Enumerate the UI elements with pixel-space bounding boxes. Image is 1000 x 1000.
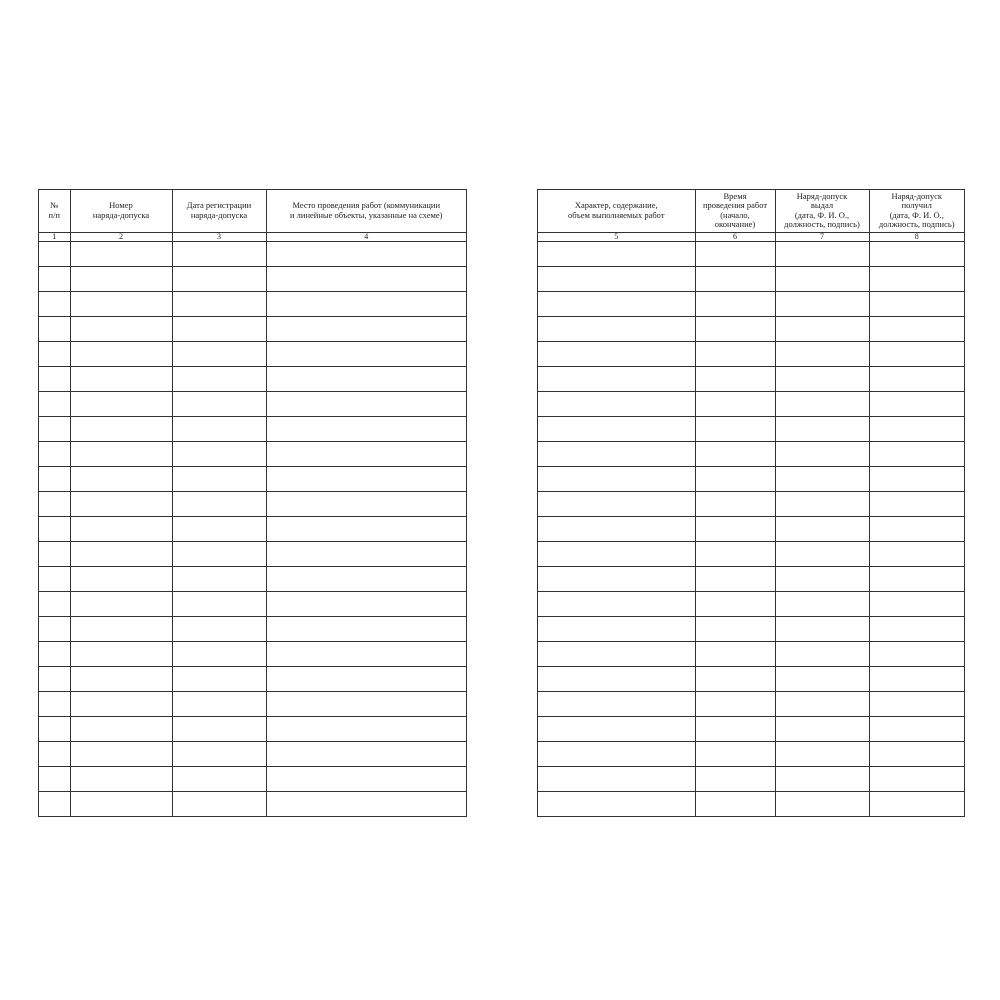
left-page bbox=[38, 189, 467, 817]
table-cell bbox=[538, 791, 695, 816]
table-row bbox=[39, 666, 466, 691]
table-cell bbox=[172, 291, 266, 316]
table-cell bbox=[695, 716, 775, 741]
table-cell bbox=[39, 566, 70, 591]
table-cell bbox=[266, 416, 466, 441]
table-cell bbox=[538, 241, 695, 266]
table-cell bbox=[172, 641, 266, 666]
table-cell bbox=[869, 391, 964, 416]
table-cell bbox=[266, 266, 466, 291]
table-cell bbox=[775, 341, 869, 366]
column-header-permit-number: Номер наряда-допуска bbox=[70, 190, 172, 232]
table-cell bbox=[695, 791, 775, 816]
table-cell bbox=[266, 566, 466, 591]
table-cell bbox=[695, 241, 775, 266]
table-cell bbox=[775, 391, 869, 416]
table-row bbox=[538, 641, 964, 666]
table-row bbox=[39, 516, 466, 541]
table-cell bbox=[538, 366, 695, 391]
table-cell bbox=[39, 491, 70, 516]
table-cell bbox=[70, 691, 172, 716]
right-page bbox=[537, 189, 965, 817]
table-cell bbox=[869, 291, 964, 316]
table-row bbox=[538, 291, 964, 316]
table-cell bbox=[775, 441, 869, 466]
table-row bbox=[39, 541, 466, 566]
table-cell bbox=[775, 741, 869, 766]
column-numbers-row bbox=[39, 232, 466, 241]
table-cell bbox=[172, 316, 266, 341]
table-cell bbox=[70, 316, 172, 341]
table-cell bbox=[172, 616, 266, 641]
table-cell bbox=[775, 241, 869, 266]
table-row bbox=[538, 741, 964, 766]
table-cell bbox=[39, 691, 70, 716]
column-number: 6 bbox=[695, 232, 775, 241]
table-cell bbox=[172, 566, 266, 591]
column-number: 4 bbox=[266, 232, 466, 241]
table-cell bbox=[266, 666, 466, 691]
table-cell bbox=[266, 641, 466, 666]
table-cell bbox=[775, 291, 869, 316]
table-cell bbox=[538, 741, 695, 766]
table-cell bbox=[775, 416, 869, 441]
table-cell bbox=[775, 516, 869, 541]
table-row bbox=[39, 741, 466, 766]
table-row bbox=[538, 241, 964, 266]
table-cell bbox=[695, 366, 775, 391]
table-cell bbox=[695, 491, 775, 516]
table-cell bbox=[70, 666, 172, 691]
table-cell bbox=[70, 341, 172, 366]
table-cell bbox=[869, 491, 964, 516]
table-cell bbox=[39, 316, 70, 341]
table-cell bbox=[266, 766, 466, 791]
table-row bbox=[538, 791, 964, 816]
table-cell bbox=[695, 516, 775, 541]
table-cell bbox=[266, 791, 466, 816]
table-cell bbox=[39, 666, 70, 691]
table-cell bbox=[70, 516, 172, 541]
table-cell bbox=[695, 741, 775, 766]
table-cell bbox=[538, 691, 695, 716]
table-cell bbox=[172, 591, 266, 616]
table-cell bbox=[695, 616, 775, 641]
table-row bbox=[538, 341, 964, 366]
table-row bbox=[39, 341, 466, 366]
table-row bbox=[538, 716, 964, 741]
table-cell bbox=[538, 541, 695, 566]
table-cell bbox=[695, 591, 775, 616]
table-cell bbox=[775, 641, 869, 666]
table-cell bbox=[775, 541, 869, 566]
table-cell bbox=[538, 391, 695, 416]
table-cell bbox=[39, 516, 70, 541]
table-cell bbox=[775, 791, 869, 816]
table-cell bbox=[538, 466, 695, 491]
table-cell bbox=[775, 666, 869, 691]
table-cell bbox=[775, 766, 869, 791]
table-cell bbox=[70, 766, 172, 791]
table-cell bbox=[70, 541, 172, 566]
table-cell bbox=[172, 691, 266, 716]
table-cell bbox=[695, 566, 775, 591]
column-header-number: № п/п bbox=[39, 190, 70, 232]
table-cell bbox=[266, 691, 466, 716]
table-cell bbox=[695, 341, 775, 366]
table-row bbox=[538, 366, 964, 391]
column-number: 8 bbox=[869, 232, 964, 241]
table-cell bbox=[266, 341, 466, 366]
table-row bbox=[39, 641, 466, 666]
table-cell bbox=[266, 241, 466, 266]
table-cell bbox=[172, 466, 266, 491]
table-cell bbox=[538, 416, 695, 441]
table-cell bbox=[869, 266, 964, 291]
table-row bbox=[39, 591, 466, 616]
table-row bbox=[39, 691, 466, 716]
table-cell bbox=[70, 491, 172, 516]
table-row bbox=[538, 541, 964, 566]
table-cell bbox=[869, 616, 964, 641]
table-cell bbox=[70, 566, 172, 591]
table-cell bbox=[869, 541, 964, 566]
table-row bbox=[538, 391, 964, 416]
table-cell bbox=[39, 366, 70, 391]
table-cell bbox=[39, 441, 70, 466]
table-row bbox=[538, 691, 964, 716]
table-cell bbox=[695, 466, 775, 491]
table-cell bbox=[538, 291, 695, 316]
table-cell bbox=[538, 341, 695, 366]
table-row bbox=[538, 441, 964, 466]
table-row bbox=[39, 291, 466, 316]
table-cell bbox=[538, 641, 695, 666]
table-cell bbox=[775, 466, 869, 491]
table-cell bbox=[775, 316, 869, 341]
right-register-table bbox=[538, 190, 964, 816]
table-cell bbox=[172, 441, 266, 466]
table-cell bbox=[695, 766, 775, 791]
table-cell bbox=[172, 266, 266, 291]
table-cell bbox=[538, 441, 695, 466]
table-cell bbox=[39, 291, 70, 316]
table-cell bbox=[695, 416, 775, 441]
table-cell bbox=[869, 241, 964, 266]
table-cell bbox=[266, 466, 466, 491]
table-cell bbox=[39, 541, 70, 566]
table-cell bbox=[538, 716, 695, 741]
table-cell bbox=[538, 516, 695, 541]
table-cell bbox=[266, 441, 466, 466]
table-row bbox=[538, 316, 964, 341]
table-row bbox=[39, 266, 466, 291]
table-cell bbox=[695, 641, 775, 666]
table-row bbox=[538, 266, 964, 291]
table-cell bbox=[695, 541, 775, 566]
table-cell bbox=[775, 616, 869, 641]
left-table-body bbox=[39, 241, 466, 816]
table-row bbox=[39, 366, 466, 391]
right-table-body bbox=[538, 241, 964, 816]
table-row bbox=[39, 241, 466, 266]
table-cell bbox=[172, 341, 266, 366]
table-cell bbox=[70, 416, 172, 441]
table-cell bbox=[266, 366, 466, 391]
table-cell bbox=[869, 691, 964, 716]
table-cell bbox=[172, 416, 266, 441]
table-cell bbox=[538, 616, 695, 641]
table-cell bbox=[695, 441, 775, 466]
table-cell bbox=[869, 791, 964, 816]
table-cell bbox=[39, 241, 70, 266]
table-cell bbox=[266, 491, 466, 516]
table-cell bbox=[869, 741, 964, 766]
table-cell bbox=[775, 491, 869, 516]
left-register-table bbox=[39, 190, 466, 816]
table-row bbox=[39, 566, 466, 591]
table-row bbox=[39, 716, 466, 741]
table-cell bbox=[538, 316, 695, 341]
table-cell bbox=[538, 666, 695, 691]
table-row bbox=[538, 491, 964, 516]
table-cell bbox=[869, 341, 964, 366]
table-cell bbox=[39, 341, 70, 366]
table-cell bbox=[172, 241, 266, 266]
table-cell bbox=[266, 741, 466, 766]
table-cell bbox=[172, 391, 266, 416]
table-cell bbox=[172, 716, 266, 741]
table-cell bbox=[695, 291, 775, 316]
table-row bbox=[39, 791, 466, 816]
table-row bbox=[39, 766, 466, 791]
column-number: 5 bbox=[538, 232, 695, 241]
table-row bbox=[538, 616, 964, 641]
table-cell bbox=[70, 366, 172, 391]
table-cell bbox=[172, 741, 266, 766]
table-cell bbox=[70, 716, 172, 741]
table-cell bbox=[775, 716, 869, 741]
table-cell bbox=[869, 716, 964, 741]
table-cell bbox=[172, 791, 266, 816]
table-cell bbox=[70, 266, 172, 291]
table-cell bbox=[172, 541, 266, 566]
table-cell bbox=[869, 316, 964, 341]
column-header-work-location: Место проведения работ (коммуникации и линейные объекты, указанные на схеме) bbox=[266, 190, 466, 232]
column-header-work-time: Время проведения работ (начало, окончание) bbox=[695, 190, 775, 232]
table-cell bbox=[39, 266, 70, 291]
table-cell bbox=[538, 491, 695, 516]
table-cell bbox=[695, 391, 775, 416]
table-cell bbox=[266, 291, 466, 316]
table-cell bbox=[538, 591, 695, 616]
table-cell bbox=[869, 591, 964, 616]
table-cell bbox=[39, 391, 70, 416]
table-row bbox=[538, 466, 964, 491]
table-cell bbox=[869, 766, 964, 791]
table-row bbox=[39, 391, 466, 416]
table-cell bbox=[70, 241, 172, 266]
table-cell bbox=[70, 291, 172, 316]
table-cell bbox=[695, 666, 775, 691]
table-cell bbox=[266, 391, 466, 416]
table-cell bbox=[70, 616, 172, 641]
table-cell bbox=[39, 416, 70, 441]
table-cell bbox=[538, 266, 695, 291]
table-cell bbox=[869, 641, 964, 666]
table-cell bbox=[172, 491, 266, 516]
table-cell bbox=[869, 516, 964, 541]
table-cell bbox=[775, 566, 869, 591]
table-cell bbox=[538, 766, 695, 791]
table-cell bbox=[70, 741, 172, 766]
table-cell bbox=[266, 716, 466, 741]
table-row bbox=[39, 441, 466, 466]
table-cell bbox=[39, 616, 70, 641]
table-row bbox=[538, 766, 964, 791]
table-cell bbox=[775, 591, 869, 616]
table-row bbox=[39, 616, 466, 641]
column-number: 1 bbox=[39, 232, 70, 241]
table-cell bbox=[172, 516, 266, 541]
table-cell bbox=[70, 441, 172, 466]
table-cell bbox=[869, 366, 964, 391]
column-header-registration-date: Дата регистрации наряда-допуска bbox=[172, 190, 266, 232]
table-row bbox=[538, 416, 964, 441]
column-number: 3 bbox=[172, 232, 266, 241]
table-row bbox=[538, 516, 964, 541]
table-cell bbox=[70, 391, 172, 416]
table-cell bbox=[695, 691, 775, 716]
table-cell bbox=[39, 741, 70, 766]
table-cell bbox=[775, 366, 869, 391]
table-row bbox=[39, 416, 466, 441]
table-cell bbox=[695, 266, 775, 291]
table-cell bbox=[869, 416, 964, 441]
table-cell bbox=[70, 591, 172, 616]
table-row bbox=[538, 566, 964, 591]
table-cell bbox=[39, 641, 70, 666]
table-cell bbox=[172, 666, 266, 691]
table-cell bbox=[775, 691, 869, 716]
table-cell bbox=[39, 791, 70, 816]
table-row bbox=[538, 666, 964, 691]
table-row bbox=[39, 491, 466, 516]
table-cell bbox=[538, 566, 695, 591]
table-cell bbox=[869, 466, 964, 491]
column-header-permit-issued: Наряд-допуск выдал (дата, Ф. И. О., должность, подпись) bbox=[775, 190, 869, 232]
table-cell bbox=[172, 366, 266, 391]
table-cell bbox=[39, 466, 70, 491]
table-cell bbox=[775, 266, 869, 291]
table-cell bbox=[266, 516, 466, 541]
table-cell bbox=[39, 716, 70, 741]
table-cell bbox=[39, 766, 70, 791]
table-row bbox=[39, 466, 466, 491]
column-numbers-row bbox=[538, 232, 964, 241]
table-cell bbox=[70, 466, 172, 491]
table-cell bbox=[266, 541, 466, 566]
header-row bbox=[39, 190, 466, 232]
table-cell bbox=[869, 441, 964, 466]
table-cell bbox=[266, 591, 466, 616]
table-cell bbox=[266, 316, 466, 341]
table-cell bbox=[695, 316, 775, 341]
table-cell bbox=[869, 566, 964, 591]
table-row bbox=[39, 316, 466, 341]
column-header-work-description: Характер, содержание, объем выполняемых работ bbox=[538, 190, 695, 232]
table-cell bbox=[70, 791, 172, 816]
table-row bbox=[538, 591, 964, 616]
header-row bbox=[538, 190, 964, 232]
table-cell bbox=[70, 641, 172, 666]
column-number: 2 bbox=[70, 232, 172, 241]
table-cell bbox=[869, 666, 964, 691]
table-cell bbox=[266, 616, 466, 641]
column-header-permit-received: Наряд-допуск получил (дата, Ф. И. О., должность, подпись) bbox=[869, 190, 964, 232]
column-number: 7 bbox=[775, 232, 869, 241]
table-cell bbox=[39, 591, 70, 616]
table-cell bbox=[172, 766, 266, 791]
